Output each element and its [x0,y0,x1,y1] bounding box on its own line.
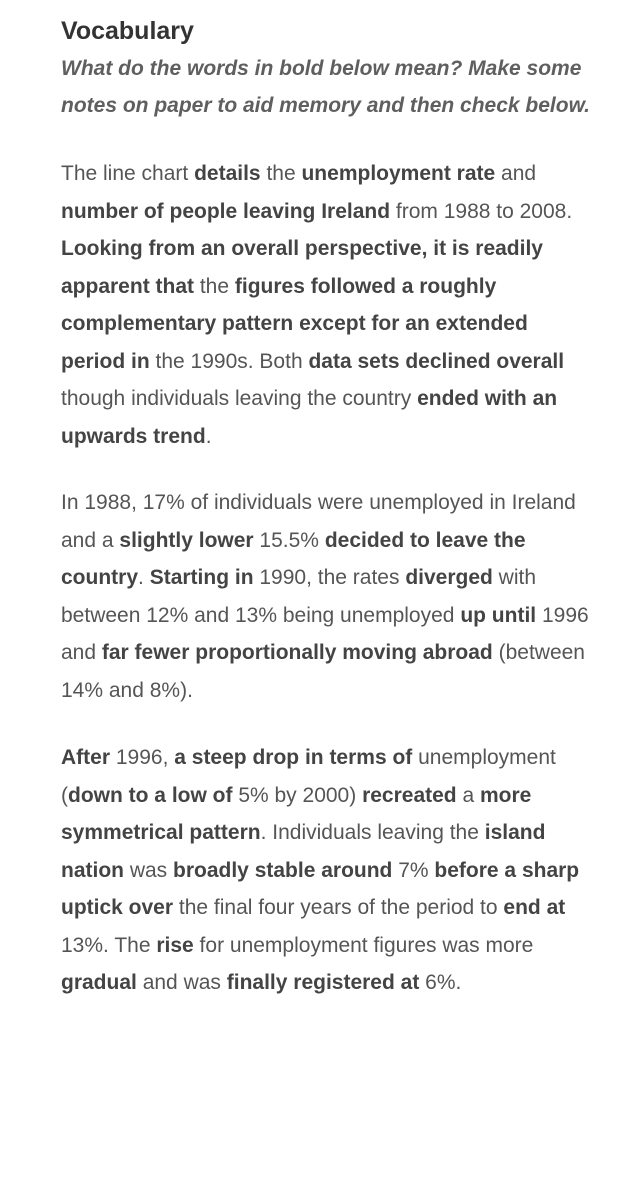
text-segment: from 1988 to 2008. [390,199,573,223]
text-segment: 1996, [110,746,175,769]
text-segment: 13%. The [61,933,157,957]
text-segment: with between 12% and 13% being unemployed [61,566,537,627]
paragraph-later-period [61,739,594,1002]
paragraph-early-period [61,484,594,709]
vocabulary-term: end at [503,896,566,919]
text-segment: 1990, the rates [253,566,406,589]
text-segment: 6%. [419,971,462,994]
vocabulary-term: diverged [405,566,493,589]
text-segment: 1996 and [61,603,589,664]
vocabulary-term: number of people leaving Ireland [61,199,391,223]
text-segment: . [138,566,150,589]
text-segment: The line chart [61,162,195,185]
vocabulary-term: data sets declined overall [308,349,565,373]
vocabulary-term: finally registered at [226,971,420,994]
text-segment: and [495,162,537,185]
vocabulary-term: up until [460,603,537,627]
vocabulary-term: far fewer proportionally moving abroad [101,641,493,664]
vocabulary-term: figures followed a roughly complementary pattern except for an extended period in [61,274,528,373]
instructions-text: What do the words in bold below mean? Make some notes on paper to aid memory and then check below. [61,57,590,117]
vocabulary-term: ended with an upwards trend [61,387,558,448]
text-segment: the [194,274,235,298]
text-segment: In 1988, 17% of individuals were unemployed in Ireland and a [61,491,576,552]
vocabulary-term: before a sharp uptick over [61,858,580,919]
vocabulary-term: broadly stable around [173,858,393,882]
vocabulary-term: rise [156,933,194,957]
text-segment: the [260,162,302,185]
vocabulary-term: gradual [61,971,137,994]
vocabulary-term: recreated [362,783,457,807]
text-segment: was [124,858,174,882]
vocabulary-term: down to a low of [68,783,233,807]
vocabulary-term: island nation [61,821,546,882]
text-segment: the 1990s. Both [149,349,309,373]
text-segment: . [205,424,212,448]
vocabulary-term: After [61,746,111,769]
text-segment: . Individuals leaving the [260,821,485,844]
vocabulary-term: more symmetrical pattern [61,783,532,844]
text-segment: (between 14% and 8%). [61,641,585,702]
text-segment: a [456,783,480,807]
text-segment: the final four years of the period to [173,896,504,919]
vocabulary-term: a steep drop in terms of [174,746,413,769]
text-segment: 7% [392,858,435,882]
paragraph-overview [61,155,594,455]
vocabulary-term: unemployment rate [301,162,496,185]
vocabulary-heading: Vocabulary [61,17,194,45]
text-segment: unemployment ( [61,746,556,807]
text-segment: for unemployment figures was more [193,933,534,957]
text-segment: though individuals leaving the country [61,387,418,410]
vocabulary-term: decided to leave the country [61,528,526,589]
text-segment: and was [136,971,227,994]
vocabulary-term: details [194,162,261,185]
vocabulary-term: Looking from an overall perspective, it is readily apparent that [61,237,543,298]
vocabulary-term: Starting in [149,566,254,589]
vocabulary-term: slightly lower [119,528,254,552]
text-segment: 5% by 2000) [232,783,363,807]
text-segment: 15.5% [253,528,325,552]
